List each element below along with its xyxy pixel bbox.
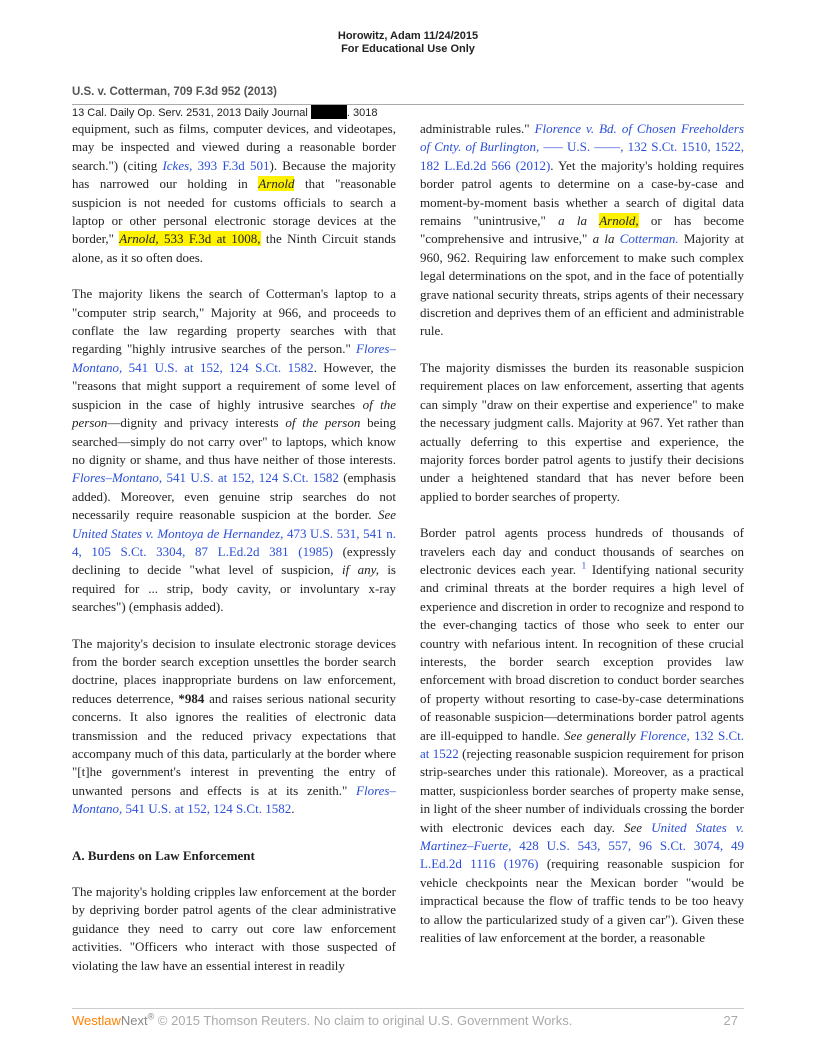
page-number: 27 [723,1013,738,1028]
section-heading: A. Burdens on Law Enforcement [72,847,255,863]
highlight: Arnold, [599,213,639,229]
header-notice: For Educational Use Only [341,43,475,55]
case-link[interactable]: Cotterman. [619,231,679,247]
paragraph: The majority dismisses the burden its reasonable suspicion requirement places on law enforcement, asserting that agents can simply "draw on their expertise and experience" to make the necessary judgment calls. Majority at 967. Yet rather than actually deferring to this expertise and experience, the majority forces border patrol agents to justify their decisions under a heightened standard that has never before been applied to border searches of property. [420,359,744,504]
paragraph: The majority's decision to insulate electronic storage devices from the border search exception unsettles the border search doctrine, places inappropriate burdens on law enforcement, reduces deterrence, *984 and raises serious national security concerns. It also ignores the realities of electronic data transmission and the reduced privacy expectations that accompany much of this data, particularly at the border where "[t]he government's interest in preventing the entry of unwanted persons and effects is at its zenith." Flores–Montano, 541 U.S. at 152, 124 S.Ct. 1582. [72,635,396,817]
redaction-block [311,105,347,119]
westlaw-logo: WestlawNext® [72,1011,155,1028]
footer-divider [72,1008,744,1009]
case-link[interactable]: United States v. Martinez–Fuerte, 428 U.S. 543, 557, 96 S.Ct. 3074, 49 L.Ed.2d 1116 (1976) [420,819,744,872]
header-user-date: Horowitz, Adam 11/24/2015 [337,30,479,42]
highlight: Arnold [258,176,295,192]
star-page: *984 [178,690,205,706]
citation-line: 13 Cal. Daily Op. Serv. 2531, 2013 Daily Journal . 3018 [72,107,378,119]
paragraph: Border patrol agents process hundreds of thousands of travelers each day and conduct thousands of searches on electronic devices each year. $^1$ Identifying national security and criminal threats at the border requires a high level of experience and discretion in order to recognize and respond to the ever-changing tactics of those who seek to enter our country with nefarious intent. In recognition of these crucial interests, the border search exception provides law enforcement with broad discretion to conduct border searches of property without resorting to case-by-case determinations of reasonable suspicion—determinations border patrol agents are ill-equipped to handle. See generally Florence, 132 S.Ct. at 1522 (rejecting reasonable suspicion requirement for prison strip-searches under this rationale). Moreover, as a practical matter, suspicionless border searches of property make sense, in light of the sheer number of individuals crossing the border with electronic devices each day. See United States v. Martinez–Fuerte, 428 U.S. 543, 557, 96 S.Ct. 3074, 49 L.Ed.2d 1116 (1976) (requiring reasonable suspicion for vehicle checkpoints near the Mexican border "would be impractical because the flow of traffic tends to be too heavy to allow the particularized study of a given car"). Given these realities of law enforcement at the border, a reasonable [420,525,745,946]
paragraph: equipment, such as films, computer devices, and videotapes, may be inspected and viewed during a reasonable border search.") (citing Ickes, 393 F.3d 501). Because the majority has narrowed our holding in Arnold that "reasonable suspicion is not needed for customs officials to search a laptop or other personal electronic storage devices at the border," Arnold, 533 F.3d at 1008, the Ninth Circuit stands alone, as it so often does. [72,121,396,265]
left-column [72,120,396,993]
paragraph: administrable rules." Florence v. Bd. of Chosen Freeholders of Cnty. of Burlington, ––– U.S. ––––, 132 S.Ct. 1510, 1522, 182 L.Ed.2d 566 (2012). Yet the majority's holding requires border patrol agents to determine on a case-by-case and moment-by-moment basis whether a search of digital data remains "unintrusive," a la Arnold, or has become "comprehensive and intrusive," a la Cotterman. Majority at 960, 962. Requiring law enforcement to make such complex legal determinations on the spot, and in the face of potentially grave national security threats, strips agents of their necessary discretion and deprives them of an efficient and administrable rule. [420,121,744,339]
highlight: Arnold, 533 F.3d at 1008, [119,231,261,247]
case-link[interactable]: Flores–Montano, 541 U.S. at 152, 124 S.Ct. 1582 [72,470,339,486]
paragraph: The majority's holding cripples law enforcement at the border by depriving border patrol agents of the clear administrative guidance they need to carry out core law enforcement activities. "Officers who interact with those suspected of violating the law have an essential interest in readily [72,884,396,973]
case-link[interactable]: Florence v. Bd. of Chosen Freeholders of Cnty. of Burlington, ––– U.S. ––––, 132 S.Ct. 1510, 1522, 182 L.Ed.2d 566 (2012) [420,121,744,173]
case-link[interactable]: United States v. Montoya de Hernandez, 473 U.S. 531, 541 n. 4, 105 S.Ct. 3304, 87 L.Ed.2d 381 (1985) [72,525,396,559]
footnote-link[interactable]: 1 [581,560,587,571]
case-link[interactable]: Ickes, 393 F.3d 501 [162,157,270,173]
case-link[interactable]: Flores–Montano, 541 U.S. at 152, 124 S.Ct. 1582 [72,782,396,817]
case-title: U.S. v. Cotterman, 709 F.3d 952 (2013) [72,86,277,98]
footer-notice: WestlawNext® © 2015 Thomson Reuters. No claim to original U.S. Government Works. [72,1011,573,1028]
case-link[interactable]: Florence, 132 S.Ct. at 1522 [420,727,744,761]
right-column [420,120,744,965]
case-link[interactable]: Flores–Montano, 541 U.S. at 152, 124 S.Ct. 1582 [72,341,396,375]
paragraph: The majority likens the search of Cotterman's laptop to a "computer strip search," Majority at 966, and proceeds to conflate the law regarding property searches with that regarding "highly intrusive searches of the person." Flores–Montano, 541 U.S. at 152, 124 S.Ct. 1582. However, the "reasons that might support a requirement of some level of suspicion in the case of highly intrusive searches of the person—dignity and privacy interests of the person being searched—simply do not carry over" to laptops, which know no dignity or shame, and thus have neither of those interests. Flores–Montano, 541 U.S. at 152, 124 S.Ct. 1582 (emphasis added). Moreover, even genuine strip searches do not necessarily require reasonable suspicion at the border. See United States v. Montoya de Hernandez, 473 U.S. 531, 541 n. 4, 105 S.Ct. 3304, 87 L.Ed.2d 381 (1985) (expressly declining to decide "what level of suspicion, if any, is required for ... strip, body cavity, or involuntary x-ray searches") (emphasis added). [72,286,396,615]
